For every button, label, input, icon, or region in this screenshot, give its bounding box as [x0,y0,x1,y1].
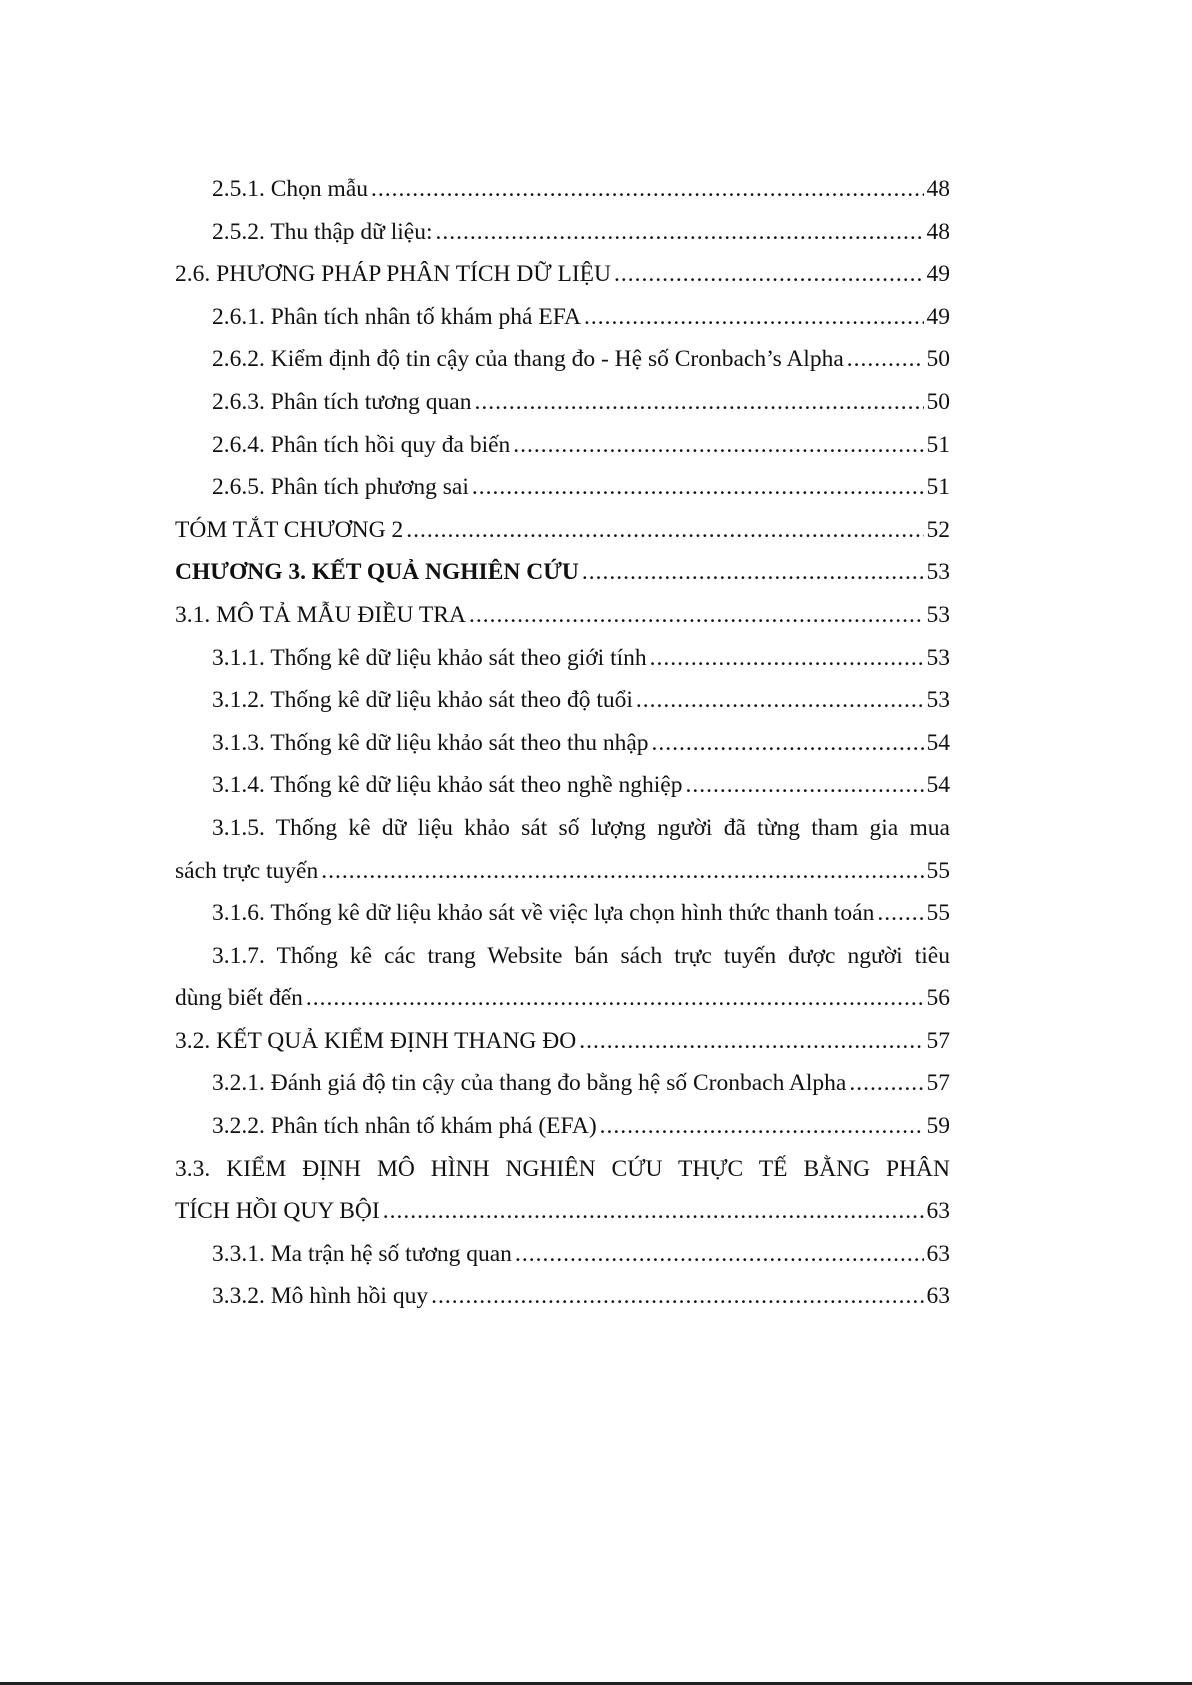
dot-leader [685,764,923,807]
toc-entry-page-number: 48 [926,176,950,202]
toc-entry[interactable] [175,637,950,680]
toc-entry-page-number: 49 [926,261,950,288]
toc-entry-title: CHƯƠNG 3. KẾT QUẢ NGHIÊN CỨU [175,559,579,586]
toc-entry-page-number: 53 [926,644,950,671]
toc-entry[interactable] [175,1062,950,1105]
toc-entry[interactable] [175,381,950,424]
toc-entry-page-number: 63 [926,1198,950,1225]
toc-entry-title: 3.1.2. Thống kê dữ liệu khảo sát theo độ tuổi [212,687,633,714]
toc-entry-title: TÓM TẮT CHƯƠNG 2 [175,516,404,543]
toc-entry-title: 3.2. KẾT QUẢ KIỂM ĐỊNH THANG ĐO [175,1027,577,1054]
toc-entry-title: 2.6.2. Kiểm định độ tin cậy của thang đo - Hệ số Cronbach’s Alpha [212,346,844,373]
toc-entry-wrapped-line: 3.1.7. Thống kê các trang Website bán sách trực tuyến được người tiêu [212,942,950,969]
toc-entry-wrapped-line: 3.1.5. Thống kê dữ liệu khảo sát số lượng người đã từng tham gia mua [212,814,950,841]
toc-entry-title: TÍCH HỒI QUY BỘI [175,1198,380,1225]
dot-leader [383,1190,924,1233]
toc-entry-title: 2.6.4. Phân tích hồi quy đa biến [212,431,511,458]
toc-entry-page-number: 52 [926,516,950,543]
toc-entry-page-number: 55 [926,857,950,884]
dot-leader [371,168,923,211]
dot-leader [321,850,923,893]
toc-entry-page-number: 50 [926,346,950,373]
toc-entry-page-number: 54 [926,772,950,799]
dot-leader [582,551,924,594]
dot-leader [849,1062,923,1105]
toc-entry-page-number: 51 [926,474,950,501]
toc-entry[interactable] [175,764,950,807]
toc-entry-title: 3.2.2. Phân tích nhân tố khám phá (EFA) [212,1113,597,1140]
dot-leader [847,338,924,381]
toc-entry-title: 2.6.3. Phân tích tương quan [212,388,472,415]
dot-leader [475,381,924,424]
toc-entry-page-number: 53 [926,601,950,628]
dot-leader [472,466,924,509]
toc-entry[interactable] [175,1190,950,1233]
table-of-contents [175,168,950,1318]
toc-entry-title: 3.3.1. Ma trận hệ số tương quan [212,1240,512,1267]
dot-leader [584,296,924,339]
toc-entry-page-number: 54 [926,729,950,756]
toc-entry-title: 2.5.1. Chọn mẫu [212,176,369,202]
dot-leader [614,253,924,296]
toc-entry-page-number: 57 [926,1027,950,1054]
toc-entry-title: 2.5.2. Thu thập dữ liệu: [212,218,433,245]
toc-entry-page-number: 55 [926,900,950,927]
toc-entry-wrapped-line: 3.3. KIỂM ĐỊNH MÔ HÌNH NGHIÊN CỨU THỰC TẾ BẰNG PHÂN [175,1155,950,1182]
toc-entry-page-number: 49 [926,303,950,330]
toc-entry-title: 2.6. PHƯƠNG PHÁP PHÂN TÍCH DỮ LIỆU [175,261,611,288]
dot-leader [431,1275,923,1318]
toc-entry[interactable] [175,892,950,935]
dot-leader [469,594,924,637]
toc-entry-page-number: 48 [926,218,950,245]
toc-entry-page-number: 63 [926,1240,950,1267]
dot-leader [436,211,924,254]
toc-entry[interactable] [175,679,950,722]
toc-entry-title: 2.6.1. Phân tích nhân tố khám phá EFA [212,303,581,330]
toc-entry-title: 3.2.1. Đánh giá độ tin cậy của thang đo bằng hệ số Cronbach Alpha [212,1070,847,1097]
toc-entry-page-number: 57 [926,1070,950,1097]
toc-entry[interactable] [175,253,950,296]
toc-entry-title: sách trực tuyến [175,857,319,884]
toc-entry-title: 3.1.1. Thống kê dữ liệu khảo sát theo giới tính [212,644,647,671]
dot-leader [579,1020,923,1063]
dot-leader [652,722,924,765]
toc-entry-page-number: 59 [926,1113,950,1140]
toc-entry[interactable] [175,977,950,1020]
toc-entry-page-number: 53 [926,559,950,586]
toc-entry[interactable] [175,424,950,467]
toc-entry[interactable] [175,338,950,381]
toc-entry[interactable] [175,594,950,637]
toc-entry-title: 3.1.4. Thống kê dữ liệu khảo sát theo nghề nghiệp [212,772,683,799]
dot-leader [650,637,924,680]
toc-entry-page-number: 50 [926,388,950,415]
dot-leader [600,1105,924,1148]
toc-entry-title: 3.1. MÔ TẢ MẪU ĐIỀU TRA [175,601,466,628]
toc-entry[interactable] [175,466,950,509]
toc-entry[interactable] [175,1020,950,1063]
toc-entry-title: 3.3.2. Mô hình hồi quy [212,1283,429,1310]
toc-entry[interactable] [175,509,950,552]
toc-entry-page-number: 63 [926,1283,950,1310]
toc-entry-title: 3.1.3. Thống kê dữ liệu khảo sát theo thu nhập [212,729,649,756]
dot-leader [406,509,923,552]
toc-entry[interactable] [175,168,950,211]
toc-entry-page-number: 56 [926,985,950,1012]
toc-entry-page-number: 53 [926,687,950,714]
toc-entry[interactable] [175,296,950,339]
toc-entry[interactable] [175,551,950,594]
dot-leader [515,1233,924,1276]
dot-leader [877,892,923,935]
dot-leader [513,424,923,467]
toc-entry[interactable] [175,1233,950,1276]
toc-entry-title: dùng biết đến [175,985,303,1012]
toc-entry[interactable] [175,1105,950,1148]
dot-leader [306,977,924,1020]
toc-entry-page-number: 51 [926,431,950,458]
toc-entry-title: 2.6.5. Phân tích phương sai [212,474,469,501]
dot-leader [636,679,924,722]
toc-entry-title: 3.1.6. Thống kê dữ liệu khảo sát về việc lựa chọn hình thức thanh toán [212,900,875,927]
toc-entry[interactable] [175,850,950,893]
toc-entry[interactable] [175,1275,950,1318]
toc-entry[interactable] [175,722,950,765]
toc-entry[interactable] [175,211,950,254]
